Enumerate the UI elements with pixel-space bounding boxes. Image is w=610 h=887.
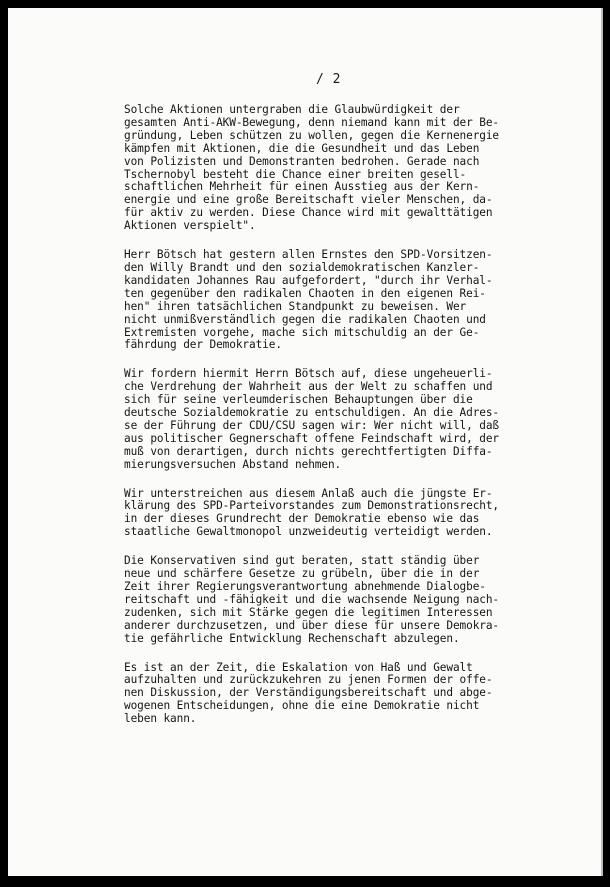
paragraph-2 [124,249,514,352]
text-line: Solche Aktionen untergraben die Glaubwürdigkeit der [124,103,460,116]
page-number: / 2 [316,72,341,87]
text-line: fährdung der Demokratie. [124,338,282,352]
text-line: in der dieses Grundrecht der Demokratie ebenso wie das [124,512,480,526]
text-line: für aktiv zu werden. Diese Chance wird mit gewalttätigen [124,206,493,220]
text-line: mierungsversuchen Abstand nehmen. [124,457,342,471]
text-line: ten gegenüber den radikalen Chaoten in den eigenen Rei- [124,286,486,300]
text-line: tie gefährliche Entwicklung Rechenschaft abzulegen. [124,631,460,645]
text-line: Tschernobyl besteht die Chance einer breiten gesell- [124,167,467,181]
document-page [8,8,603,876]
text-line: hen" ihren tatsächlichen Standpunkt zu beweisen. Wer [124,299,467,313]
text-line: gründung, Leben schützen zu wollen, gegen die Kernenergie [124,128,500,142]
text-line: nen Diskussion, der Verständigungsbereitschaft und abge- [124,686,493,700]
text-line: aus politischer Gegnerschaft offene Feindschaft wird, der [124,431,500,445]
text-line: reitschaft und -fähigkeit und die wachsende Neigung nach- [124,592,500,606]
paragraph-1 [124,104,514,233]
text-line: Extremisten vorgehe, mache sich mitschuldig an der Ge- [124,325,480,339]
text-line: von Polizisten und Demonstranten bedrohen. Gerade nach [124,154,480,168]
text-line: Zeit ihrer Regierungsverantwortung abnehmende Dialogbe- [124,580,486,593]
text-line: gesamten Anti-AKW-Bewegung, denn niemand kann mit der Be- [124,115,500,129]
text-line: schaftlichen Mehrheit für einen Ausstieg aus der Kern- [124,180,480,194]
text-line: zudenken, sich mit Stärke gegen die legitimen Interessen [124,605,493,619]
text-line: Wir fordern hiermit Herrn Bötsch auf, diese ungeheuerli- [124,367,493,381]
text-line: nicht unmißverständlich gegen die radikalen Chaoten und [124,312,486,326]
paragraph-5 [124,555,514,645]
text-line: Herr Bötsch hat gestern allen Ernstes den SPD-Vorsitzen- [124,248,493,262]
text-line: energie und eine große Bereitschaft vieler Menschen, da- [124,193,493,207]
text-line: aufzuhalten und zurückzukehren zu jenen Formen der offe- [124,673,493,687]
text-line: klärung des SPD-Parteivorstandes zum Demonstrationsrecht, [124,499,500,513]
body-text [124,104,514,742]
text-line: Wir unterstreichen aus diesem Anlaß auch die jüngste Er- [124,486,493,500]
text-line: neue und schärfere Gesetze zu grübeln, über die in der [124,567,480,581]
text-line: anderer durchzusetzen, und über diese für unsere Demokra- [124,618,500,632]
text-line: staatliche Gewaltmonopol unzweideutig verteidigt werden. [124,525,493,539]
text-line: den Willy Brandt und den sozialdemokratischen Kanzler- [124,260,480,274]
text-line: Es ist an der Zeit, die Eskalation von Haß und Gewalt [124,660,473,674]
text-line: che Verdrehung der Wahrheit aus der Welt zu schaffen und [124,380,493,394]
text-line: Aktionen verspielt". [124,219,256,233]
text-line: Die Konservativen sind gut beraten, statt ständig über [124,554,480,568]
text-line: muß von derartigen, durch nichts gerechtfertigten Diffa- [124,444,493,458]
text-line: kämpfen mit Aktionen, die die Gesundheit und das Leben [124,141,480,155]
paragraph-3 [124,368,514,471]
paragraph-4 [124,488,514,540]
text-line: wogenen Entscheidungen, ohne die eine Demokratie nicht [124,699,480,713]
text-line: leben kann. [124,712,197,726]
text-line: kandidaten Johannes Rau aufgefordert, "durch ihr Verhal- [124,273,493,287]
paragraph-6 [124,662,514,727]
text-line: sich für seine verleumderischen Behauptungen über die [124,393,473,407]
text-line: se der Führung der CDU/CSU sagen wir: Wer nicht will, daß [124,418,500,432]
text-line: deutsche Sozialdemokratie zu entschuldigen. An die Adres- [124,406,500,420]
